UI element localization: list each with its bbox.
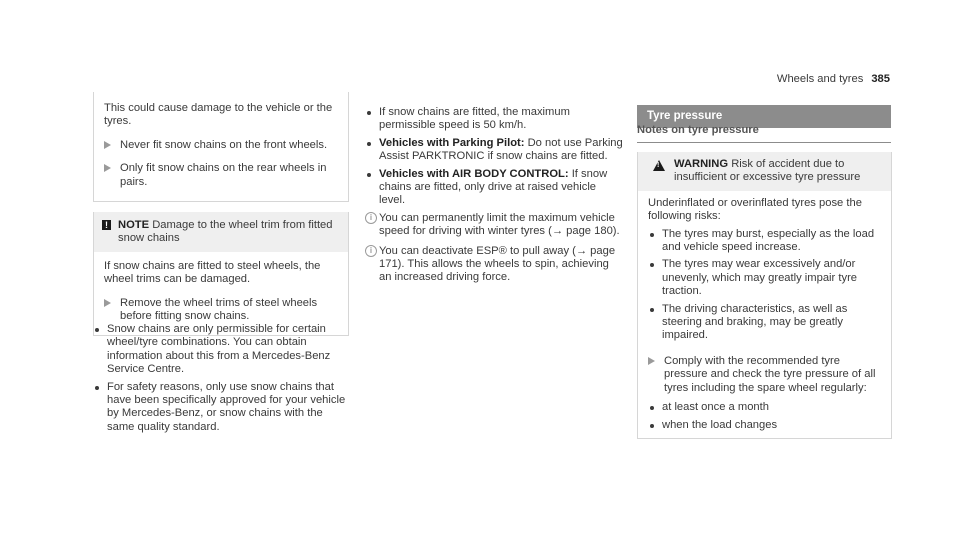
info-icon: i	[365, 212, 377, 224]
item-bold: Vehicles with AIR BODY CONTROL:	[379, 167, 569, 180]
col1-bullets	[93, 323, 351, 438]
step-text: Never fit snow chains on the front wheels.	[120, 138, 328, 151]
info-text: You can deactivate ESP® to pull away (→ page 171). This allows the wheels to spin, achieving an increased driving force.	[379, 244, 616, 284]
warning-title: Risk of accident due to insufficient or excessive tyre pressure	[674, 158, 861, 184]
snow-chain-damage-box	[93, 92, 349, 202]
section-title: Tyre pressure	[637, 105, 891, 128]
item-text: at least once a month	[662, 401, 769, 414]
list-item	[365, 137, 623, 164]
bullet-icon	[95, 386, 99, 390]
warning-intro: Underinflated or overinflated tyres pose the following risks:	[648, 196, 862, 223]
info-note	[365, 245, 623, 285]
bullet-icon	[367, 173, 371, 177]
item-text: For safety reasons, only use snow chains that have been specifically approved for your vehicle by Mercedes-Benz, or snow chains with the same quality standard.	[107, 380, 346, 433]
section-name: Wheels and tyres	[776, 73, 864, 85]
note-title: Damage to the wheel trim from fitted snow chains	[118, 219, 333, 245]
arrow-icon	[104, 164, 111, 172]
warning-header: ! WARNING Risk of accident due to insufficient or excessive tyre pressure	[638, 152, 891, 191]
item-text: Do not use Parking Assist PARKTRONIC if snow chains are fitted.	[379, 136, 623, 163]
item-text: when the load changes	[662, 418, 778, 431]
list-item	[648, 228, 881, 255]
bullet-icon	[367, 142, 371, 146]
list-item	[648, 303, 881, 343]
instruction-step	[104, 162, 338, 189]
bullet-icon	[650, 406, 654, 410]
item-text: The driving characteristics, as well as steering and braking, may be greatly impaired.	[662, 302, 848, 342]
instruction-step	[104, 139, 338, 152]
bullet-icon	[650, 424, 654, 428]
note-header	[94, 212, 348, 252]
page-number: 385	[871, 73, 890, 85]
list-item	[365, 168, 623, 208]
list-item	[93, 381, 351, 435]
list-item	[648, 401, 881, 414]
bullet-icon	[95, 328, 99, 332]
list-item	[648, 258, 881, 298]
item-text: The tyres may burst, especially as the load and vehicle speed increase.	[662, 227, 875, 254]
list-item	[365, 106, 623, 133]
warning-label: WARNING	[674, 158, 729, 170]
step-text: Remove the wheel trims of steel wheels before fitting snow chains.	[120, 296, 318, 323]
bullet-icon	[650, 308, 654, 312]
list-item	[648, 419, 881, 432]
subsection-title: Notes on tyre pressure	[637, 124, 891, 143]
bullet-icon	[650, 233, 654, 237]
item-text: The tyres may wear excessively and/or unevenly, which may greatly impair tyre traction.	[662, 258, 858, 298]
note-label: NOTE	[118, 219, 150, 231]
info-text: You can permanently limit the maximum vehicle speed for driving with winter tyres (→ page 180).	[379, 211, 620, 238]
note-box	[93, 212, 349, 336]
bullet-icon	[367, 111, 371, 115]
list-item	[93, 323, 351, 377]
item-text: If snow chains are fitted, the maximum permissible speed is 50 km/h.	[379, 106, 570, 132]
col2-content	[365, 106, 623, 291]
box-intro: This could cause damage to the vehicle or the tyres.	[104, 102, 333, 128]
instruction-step	[104, 297, 338, 324]
instruction-step	[648, 355, 881, 395]
arrow-icon	[648, 357, 655, 365]
page-header	[777, 73, 890, 86]
item-bold: Vehicles with Parking Pilot:	[379, 136, 525, 149]
info-note	[365, 212, 623, 239]
exclamation-icon: !	[102, 220, 111, 230]
note-body: If snow chains are fitted to steel wheels, the wheel trims can be damaged.	[104, 259, 321, 286]
info-icon: i	[365, 245, 377, 257]
warning-box	[637, 152, 892, 439]
item-text: If snow chains are fitted, only drive at raised vehicle level.	[379, 167, 608, 207]
bullet-icon	[650, 263, 654, 267]
item-text: Snow chains are only permissible for certain wheel/tyre combinations. You can obtain information about this from a Mercedes-Benz Service Centre.	[107, 323, 331, 376]
arrow-icon	[104, 141, 111, 149]
step-text: Comply with the recommended tyre pressure and check the tyre pressure of all tyres including the spare wheel regularly:	[664, 354, 876, 394]
step-text: Only fit snow chains on the rear wheels in pairs.	[120, 162, 327, 188]
arrow-icon	[104, 299, 111, 307]
